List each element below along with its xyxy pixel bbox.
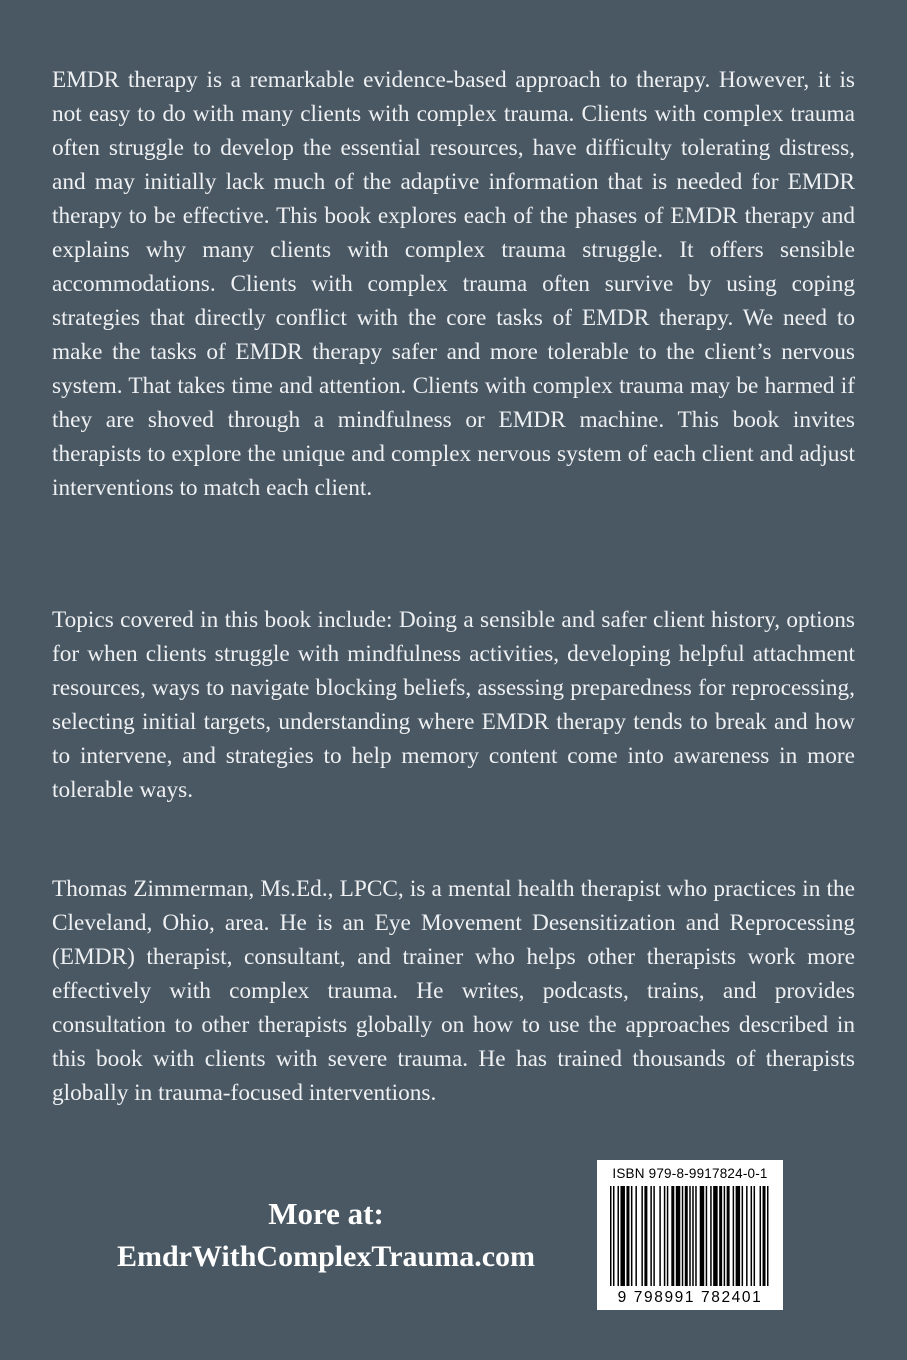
barcode-bar <box>617 1186 618 1286</box>
barcode-bar <box>671 1186 674 1286</box>
barcode-bar <box>626 1186 629 1286</box>
barcode-bar <box>695 1186 696 1286</box>
barcode-bar <box>746 1186 747 1286</box>
barcode-bar <box>706 1186 707 1286</box>
barcode-bar <box>610 1186 611 1286</box>
barcode-bar <box>620 1186 624 1286</box>
barcode-bar <box>751 1186 752 1286</box>
topics-paragraph: Topics covered in this book include: Doing a sensible and safer client history, options for when clients struggle with mindfulness activities, developing helpful attachment resources, ways to navigate blocking beliefs, assessing preparedness for reprocessing, selecting initial targets, understanding where EMDR therapy tends to break and how to intervene, and strategies to help memory content come into awareness in more tolerable ways. <box>52 607 855 803</box>
barcode-bar <box>754 1186 755 1286</box>
barcode-bar <box>767 1186 768 1286</box>
more-at-label: More at: <box>268 1196 384 1231</box>
barcode-bar <box>733 1186 734 1286</box>
barcode-bar <box>710 1186 711 1286</box>
barcode-bar <box>667 1186 668 1286</box>
barcode-bar <box>742 1186 743 1286</box>
barcode-bar <box>613 1186 614 1286</box>
isbn-barcode <box>597 1160 783 1310</box>
barcode-bar <box>644 1186 647 1286</box>
website-url: EmdrWithComplexTrauma.com <box>116 1240 536 1273</box>
barcode-bar <box>760 1186 761 1286</box>
barcode-bar <box>631 1186 632 1286</box>
barcode-bar <box>736 1186 740 1286</box>
barcode-bar <box>682 1186 683 1286</box>
barcode-bar <box>685 1186 688 1286</box>
barcode-bar <box>713 1186 717 1286</box>
isbn-label: ISBN 979-8-9917824-0-1 <box>612 1166 768 1181</box>
barcode-bar <box>700 1186 704 1286</box>
barcode-bar <box>641 1186 642 1286</box>
barcode-bar <box>650 1186 651 1286</box>
barcode-bar <box>724 1186 725 1286</box>
description-paragraph: EMDR therapy is a remarkable evidence-based approach to therapy. However, it is not easy to do with many clients with complex trauma. Clients with complex trauma often struggle to develop the essential resources, have difficulty tolerating distress, and may initially lack much of the adaptive information that is needed for EMDR therapy to be effective. This book explores each of the phases of EMDR therapy and explains why many clients with complex trauma struggle. It offers sensible accommodations. Clients with complex trauma often survive by using coping strategies that directly conflict with the core tasks of EMDR therapy. We need to make the tasks of EMDR therapy safer and more tolerable to the client’s nervous system. That takes time and attention. Clients with complex trauma may be harmed if they are shoved through a mindfulness or EMDR machine. This book invites therapists to explore the unique and complex nervous system of each client and adjust interventions to match each client. <box>52 67 855 501</box>
barcode-bar <box>653 1186 654 1286</box>
barcode-bar <box>727 1186 730 1286</box>
barcode-bar <box>763 1186 766 1286</box>
barcode-bar <box>664 1186 665 1286</box>
barcode-bar <box>692 1186 693 1286</box>
barcode-bar <box>659 1186 660 1286</box>
barcode-bar <box>635 1186 636 1286</box>
barcode-digits: 9 798991 782401 <box>617 1289 763 1306</box>
barcode-icon <box>610 1186 770 1286</box>
author-bio-paragraph: Thomas Zimmerman, Ms.Ed., LPCC, is a mental health therapist who practices in the Cleveland, Ohio, area. He is an Eye Movement Desensitization and Reprocessing (EMDR) therapist, consultant, and trainer who helps other therapists work more effectively with complex trauma. He writes, podcasts, trains, and provides consultation to other therapists globally on how to use the approaches described in this book with clients with severe trauma. He has trained thousands of therapists globally in trauma-focused interventions. <box>52 876 855 1106</box>
barcode-bar <box>719 1186 722 1286</box>
barcode-bar <box>689 1186 690 1286</box>
barcode-bar <box>676 1186 680 1286</box>
